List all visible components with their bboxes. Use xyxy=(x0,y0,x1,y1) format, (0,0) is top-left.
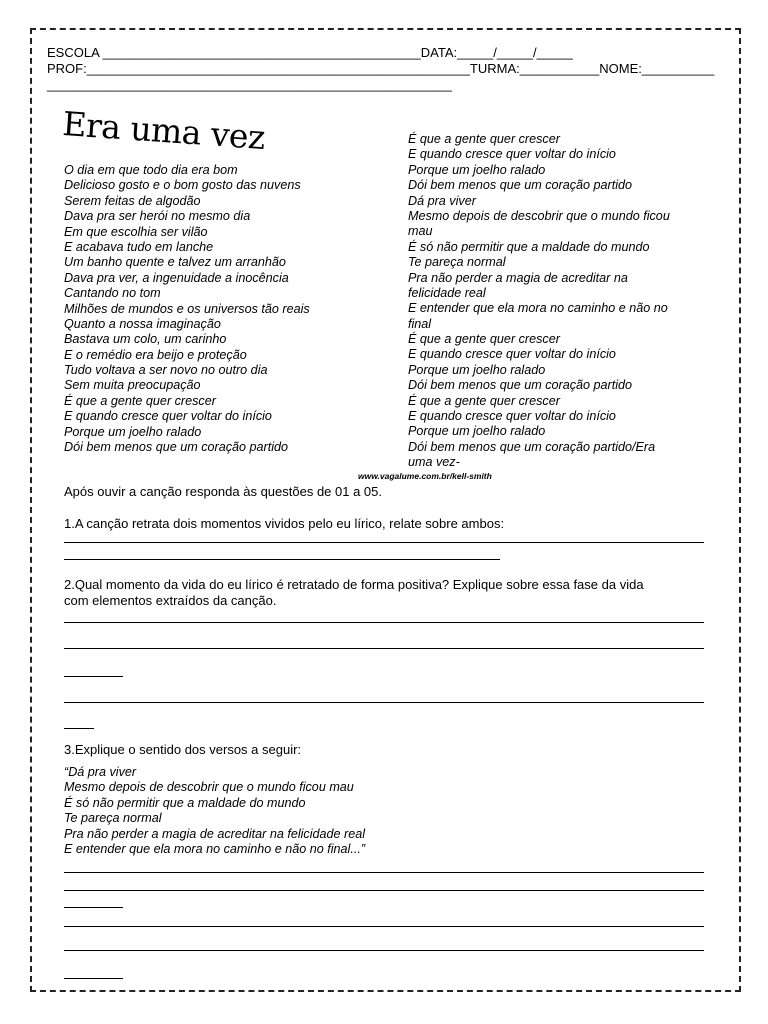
lyric-line: É que a gente quer crescer xyxy=(64,393,216,408)
lyric-line: Dói bem menos que um coração partido xyxy=(408,378,633,393)
answer-line xyxy=(64,622,704,623)
lyric-line: E quando cresce quer voltar do início xyxy=(408,409,616,424)
lyric-line: felicidade real xyxy=(408,285,486,300)
lyric-line: Porque um joelho ralado xyxy=(408,424,546,439)
header-school-date: ESCOLA ____________________________________________DATA:_____/_____/_____ xyxy=(47,45,573,60)
lyric-line: É só não permitir que a maldade do mundo xyxy=(408,239,650,254)
lyric-line: Milhões de mundos e os universos tão reais xyxy=(64,301,310,316)
lyric-line: E acabava tudo em lanche xyxy=(64,239,214,254)
lyric-line: mau xyxy=(408,224,433,239)
answer-line xyxy=(64,676,123,677)
lyric-line: Dava pra ser herói no mesmo dia xyxy=(64,209,251,224)
lyric-line: E quando cresce quer voltar do início xyxy=(408,147,616,162)
lyric-line: E quando cresce quer voltar do início xyxy=(408,347,616,362)
question-3: 3.Explique o sentido dos versos a seguir: xyxy=(64,742,302,757)
question-2-line-1: 2.Qual momento da vida do eu lírico é retratado de forma positiva? Explique sobre essa fase da vida xyxy=(64,577,644,592)
lyric-line: Porque um joelho ralado xyxy=(408,162,546,177)
lyric-line: E entender que ela mora no caminho e não no xyxy=(408,301,668,316)
lyric-line: E o remédio era beijo e proteção xyxy=(64,347,247,362)
lyric-line: Dói bem menos que um coração partido xyxy=(64,440,289,455)
lyrics-source: www.vagalume.com.br/kell-smith xyxy=(358,471,492,481)
answer-line xyxy=(64,950,704,951)
lyric-line: Dói bem menos que um coração partido/Era xyxy=(408,439,656,454)
answer-line xyxy=(64,559,500,560)
lyric-line: Bastava um colo, um carinho xyxy=(64,332,227,347)
verse-line: Mesmo depois de descobrir que o mundo ficou mau xyxy=(64,780,354,795)
verse-line: “Dá pra viver xyxy=(64,765,137,779)
lyric-line: Porque um joelho ralado xyxy=(64,424,202,439)
lyric-line: É que a gente quer crescer xyxy=(408,393,560,408)
answer-line xyxy=(64,890,704,891)
lyrics-left-column xyxy=(64,163,310,455)
verse-line: Pra não perder a magia de acreditar na felicidade real xyxy=(64,826,366,841)
question-3-verses xyxy=(64,765,365,857)
answer-line xyxy=(64,907,123,908)
lyric-line: Quanto a nossa imaginação xyxy=(64,316,221,331)
answer-line xyxy=(64,542,704,543)
lyric-line: É que a gente quer crescer xyxy=(408,332,560,347)
lyric-line: Porque um joelho ralado xyxy=(408,362,546,377)
lyric-line: Dói bem menos que um coração partido xyxy=(408,178,633,193)
header-teacher-class-name: PROF:_____________________________________________________TURMA:___________NOME:__________ xyxy=(47,61,715,76)
lyric-line: Pra não perder a magia de acreditar na xyxy=(408,270,628,285)
answer-line xyxy=(64,728,94,729)
song-title: Era uma vez xyxy=(61,104,267,158)
answer-line xyxy=(64,926,704,927)
lyric-line: É que a gente quer crescer xyxy=(408,132,560,146)
verse-line: E entender que ela mora no caminho e não no final...” xyxy=(64,841,366,856)
header-name-continuation: ________________________________________________________ xyxy=(47,77,452,92)
lyric-line: E quando cresce quer voltar do início xyxy=(64,409,272,424)
answer-line xyxy=(64,648,704,649)
lyric-line: uma vez- xyxy=(408,455,460,470)
lyrics-right-column xyxy=(408,132,670,471)
question-1: 1.A canção retrata dois momentos vividos pelo eu lírico, relate sobre ambos: xyxy=(64,516,505,531)
verse-line: Te pareça normal xyxy=(64,811,162,826)
verse-line: É só não permitir que a maldade do mundo xyxy=(64,795,306,810)
question-2-line-2: com elementos extraídos da canção. xyxy=(64,593,277,608)
lyric-line: O dia em que todo dia era bom xyxy=(64,163,238,177)
answer-line xyxy=(64,978,123,979)
lyric-line: Tudo voltava a ser novo no outro dia xyxy=(64,363,268,378)
lyric-line: final xyxy=(408,316,432,331)
lyric-line: Serem feitas de algodão xyxy=(64,193,201,208)
lyric-line: Mesmo depois de descobrir que o mundo ficou xyxy=(408,208,670,223)
answer-line xyxy=(64,702,704,703)
lyric-line: Em que escolhia ser vilão xyxy=(64,224,208,239)
answer-line xyxy=(64,872,704,873)
lyric-line: Cantando no tom xyxy=(64,286,161,301)
lyric-line: Dá pra viver xyxy=(408,193,476,208)
lyric-line: Um banho quente e talvez um arranhão xyxy=(64,255,286,270)
lyric-line: Dava pra ver, a ingenuidade a inocência xyxy=(64,270,289,285)
lyric-line: Delicioso gosto e o bom gosto das nuvens xyxy=(64,178,301,193)
lyric-line: Sem muita preocupação xyxy=(64,378,201,393)
lyric-line: Te pareça normal xyxy=(408,255,506,270)
questions-intro: Após ouvir a canção responda às questões de 01 a 05. xyxy=(64,484,382,499)
